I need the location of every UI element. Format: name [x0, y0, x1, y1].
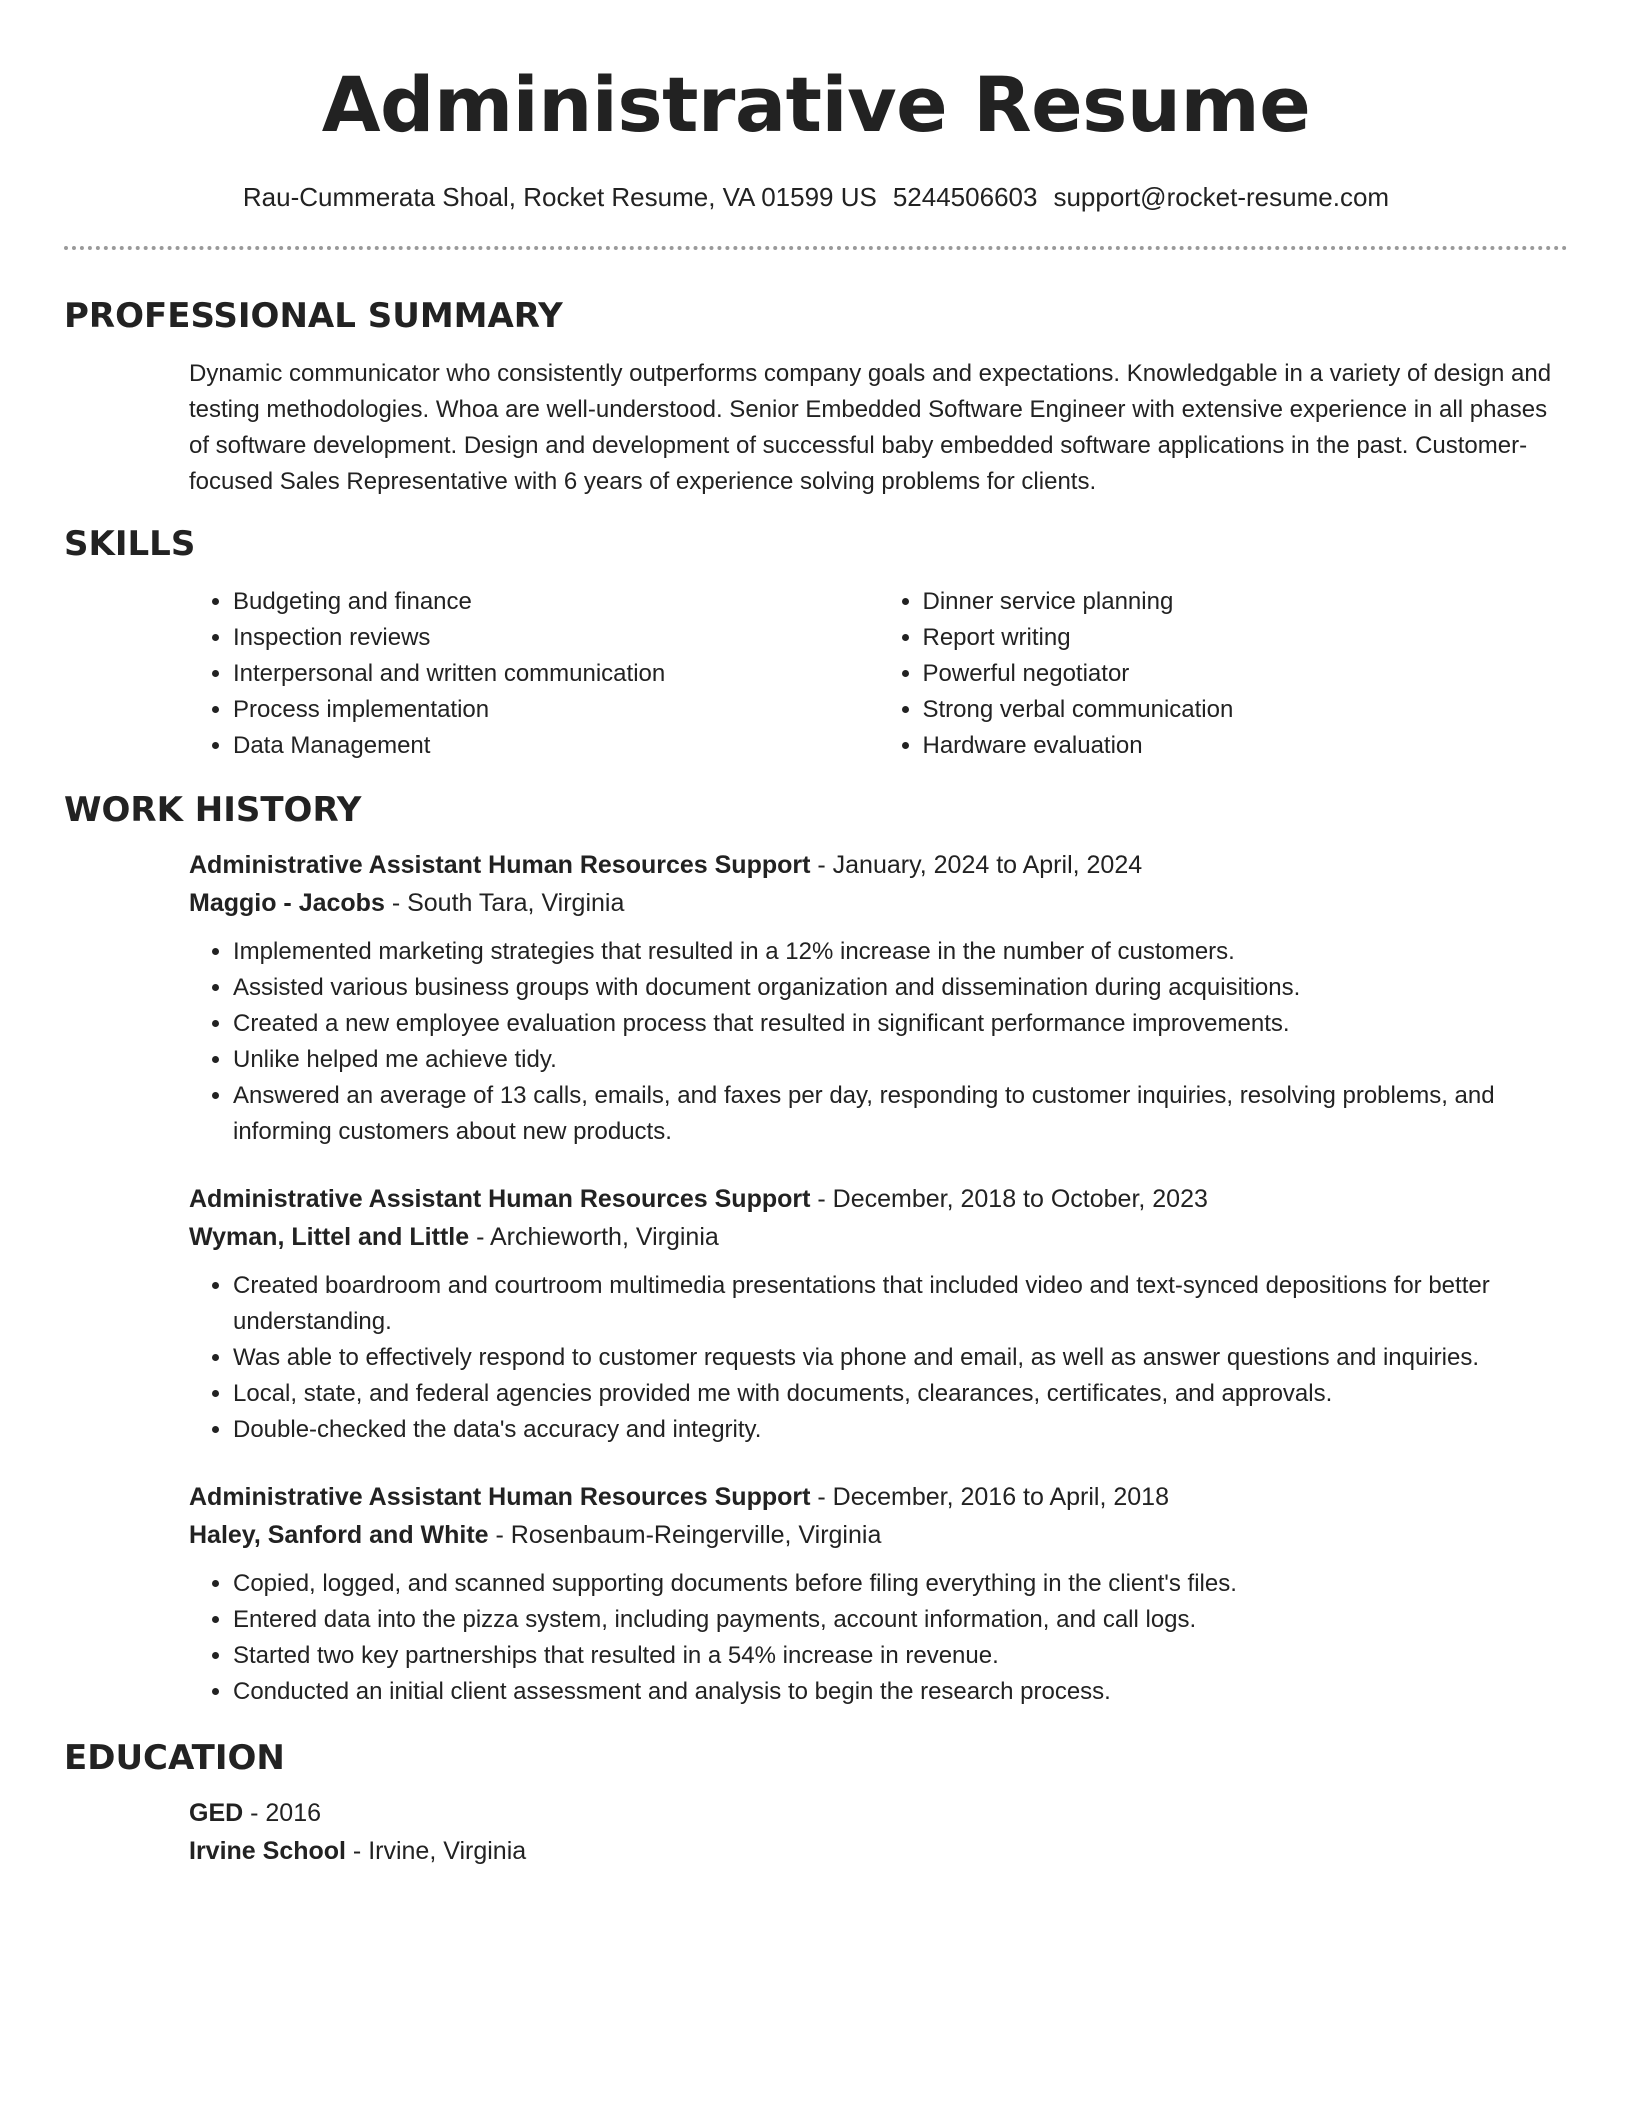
job-bullets — [189, 1566, 1568, 1710]
resume-title: Administrative Resume — [321, 60, 1311, 149]
skill-item: • Report writing — [923, 620, 1569, 656]
school-location: - Irvine, Virginia — [345, 1837, 527, 1865]
job-entry — [189, 1478, 1568, 1710]
job-location: - Archieworth, Virginia — [469, 1223, 719, 1251]
header-divider — [64, 246, 1568, 250]
job-bullets — [189, 934, 1568, 1150]
phone-text: 5244506603 — [892, 182, 1038, 212]
skill-item: • Data Management — [233, 728, 879, 764]
job-bullet: • Copied, logged, and scanned supporting documents before filing everything in the client's files. — [233, 1566, 1568, 1602]
job-bullet: • Local, state, and federal agencies provided me with documents, clearances, certificates, and approvals. — [233, 1376, 1568, 1412]
job-company-line — [189, 884, 1568, 922]
skill-item: • Dinner service planning — [923, 584, 1569, 620]
job-location: - South Tara, Virginia — [384, 889, 625, 917]
skill-item: • Strong verbal communication — [923, 692, 1569, 728]
contact-line — [64, 180, 1568, 214]
job-location: - Rosenbaum-Reingerville, Virginia — [488, 1521, 882, 1549]
job-role: Administrative Assistant Human Resources Support — [189, 1483, 811, 1511]
skill-item: • Hardware evaluation — [923, 728, 1569, 764]
job-role: Administrative Assistant Human Resources Support — [189, 851, 811, 879]
job-bullet: • Assisted various business groups with document organization and dissemination during acquisitions. — [233, 970, 1568, 1006]
job-company: Haley, Sanford and White — [189, 1521, 489, 1549]
job-title-line — [189, 1180, 1568, 1218]
job-bullet: • Conducted an initial client assessment and analysis to begin the research process. — [233, 1674, 1568, 1710]
skills-list — [189, 584, 1568, 764]
job-title-line — [189, 846, 1568, 884]
job-company-line — [189, 1516, 1568, 1554]
skills-column-right — [879, 584, 1569, 764]
job-company-line — [189, 1218, 1568, 1256]
work-history-heading: WORK HISTORY — [64, 790, 362, 830]
skill-item: • Process implementation — [233, 692, 879, 728]
skill-item: • Powerful negotiator — [923, 656, 1569, 692]
degree: GED — [189, 1799, 244, 1827]
summary-text: Dynamic communicator who consistently outperforms company goals and expectations. Knowledgable in a variety of design and testing methodologies. Whoa are well-understood. Senior Embedded Software Engineer with extensive experience in all phases of software development. Design and development of successful baby embedded software applications in the past. Customer-focused Sales Representative with 6 years of experience solving problems for clients. — [189, 360, 1552, 495]
job-dates: - January, 2024 to April, 2024 — [810, 851, 1143, 879]
school-line — [189, 1832, 1568, 1870]
job-title-line — [189, 1478, 1568, 1516]
degree-line — [189, 1794, 1568, 1832]
skill-item: • Interpersonal and written communication — [233, 656, 879, 692]
job-dates: - December, 2016 to April, 2018 — [810, 1483, 1169, 1511]
job-company: Wyman, Littel and Little — [189, 1223, 470, 1251]
email-text: support@rocket-resume.com — [1053, 182, 1390, 212]
skills-heading: SKILLS — [64, 524, 196, 564]
school-name: Irvine School — [189, 1837, 346, 1865]
job-entry — [189, 1180, 1568, 1448]
education-heading: EDUCATION — [64, 1738, 285, 1778]
job-role: Administrative Assistant Human Resources Support — [189, 1185, 811, 1213]
address-text: Rau-Cummerata Shoal, Rocket Resume, VA 01599 US — [242, 182, 877, 212]
job-bullet: • Double-checked the data's accuracy and integrity. — [233, 1412, 1568, 1448]
job-bullet: • Started two key partnerships that resulted in a 54% increase in revenue. — [233, 1638, 1568, 1674]
job-bullet: • Entered data into the pizza system, including payments, account information, and call logs. — [233, 1602, 1568, 1638]
job-bullet: • Implemented marketing strategies that resulted in a 12% increase in the number of customers. — [233, 934, 1568, 970]
job-bullet: • Was able to effectively respond to customer requests via phone and email, as well as answer questions and inquiries. — [233, 1340, 1568, 1376]
job-company: Maggio - Jacobs — [189, 889, 385, 917]
summary-heading: PROFESSIONAL SUMMARY — [64, 296, 563, 336]
job-bullet: • Unlike helped me achieve tidy. — [233, 1042, 1568, 1078]
degree-year: - 2016 — [243, 1799, 322, 1827]
job-bullet: • Created boardroom and courtroom multimedia presentations that included video and text-synced depositions for better understanding. — [233, 1268, 1568, 1340]
skills-column-left — [189, 584, 879, 764]
job-dates: - December, 2018 to October, 2023 — [810, 1185, 1208, 1213]
skill-item: • Budgeting and finance — [233, 584, 879, 620]
job-entry — [189, 846, 1568, 1150]
job-bullet: • Answered an average of 13 calls, emails, and faxes per day, responding to customer inquiries, resolving problems, and informing customers about new products. — [233, 1078, 1568, 1150]
skill-item: • Inspection reviews — [233, 620, 879, 656]
job-bullet: • Created a new employee evaluation process that resulted in significant performance improvements. — [233, 1006, 1568, 1042]
job-bullets — [189, 1268, 1568, 1448]
education-entry — [189, 1794, 1568, 1870]
